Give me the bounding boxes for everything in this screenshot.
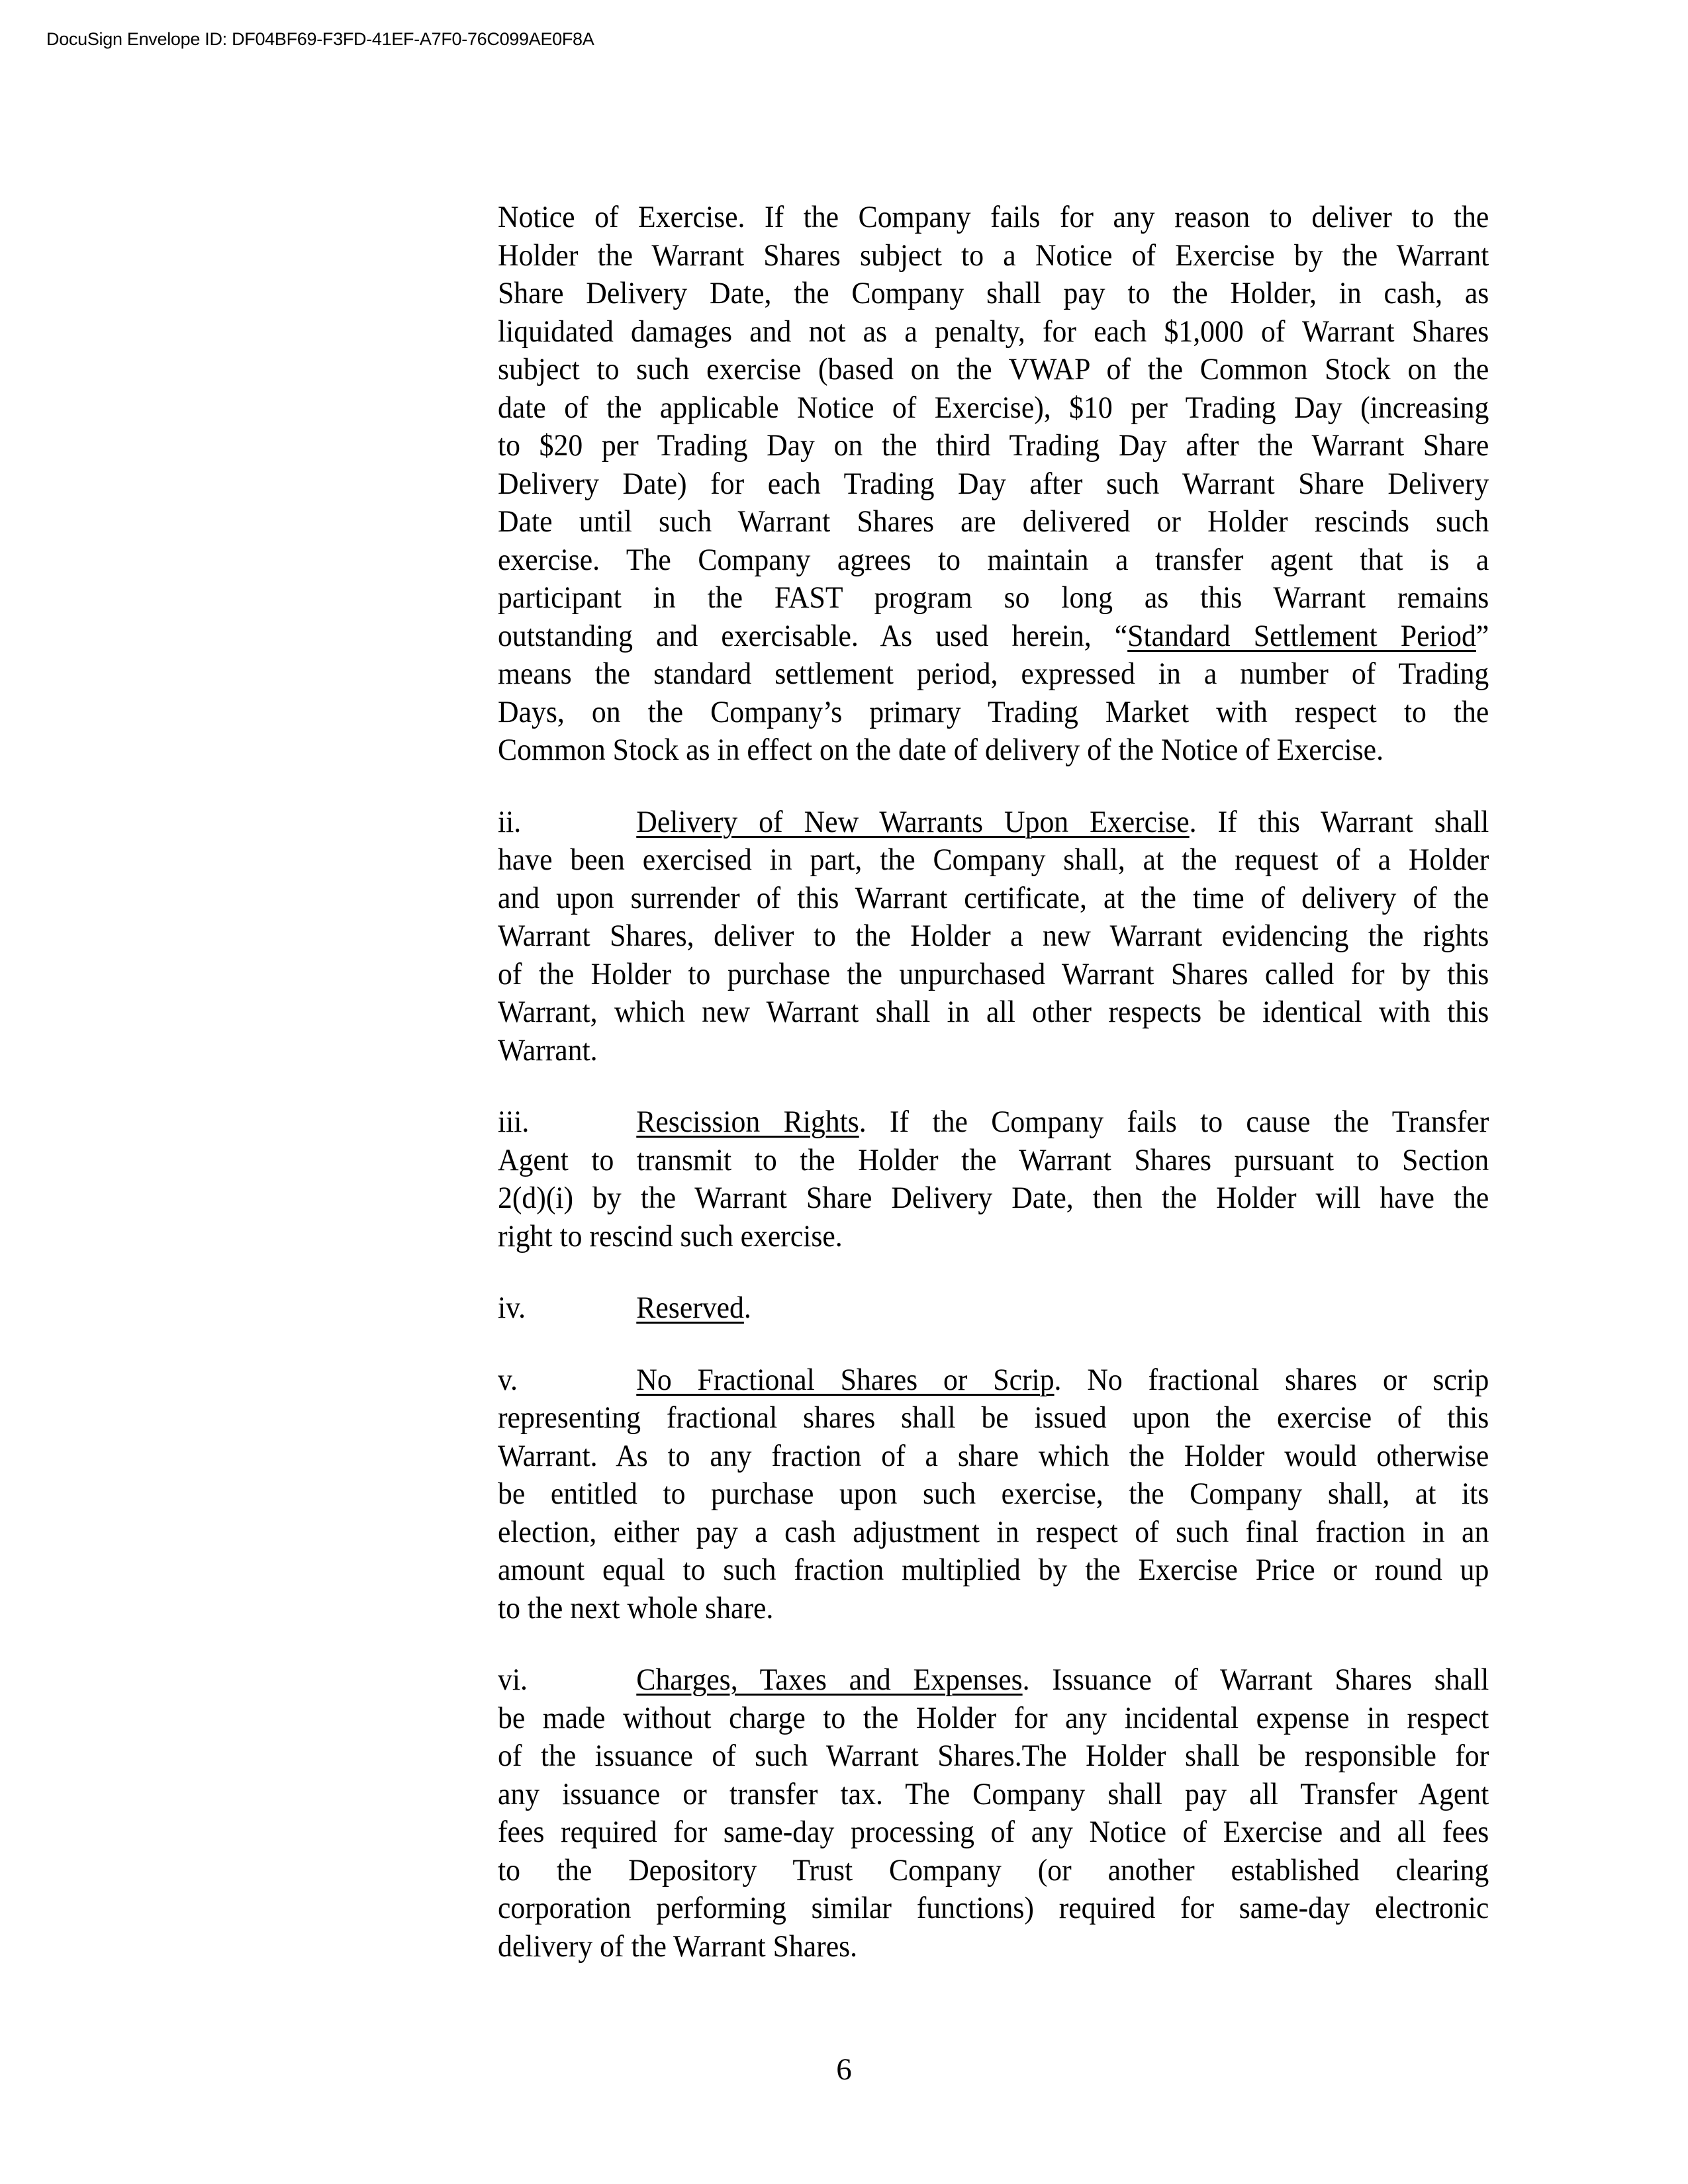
text-line: election, either pay a cash adjustment in respect of such final fraction in an <box>498 1514 1489 1549</box>
section-heading: Reserved <box>636 1291 744 1325</box>
text-line: Delivery Date) for each Trading Day after such Warrant Share Delivery <box>498 466 1489 501</box>
text-line: be made without charge to the Holder for any incidental expense in respect <box>498 1700 1489 1735</box>
text-line: participant in the FAST program so long as this Warrant remains <box>498 580 1489 615</box>
section-ii <box>498 803 1489 1070</box>
text-line: right to rescind such exercise. <box>498 1218 843 1253</box>
section-heading: Rescission Rights <box>636 1105 859 1139</box>
text-line: Warrant. As to any fraction of a share which the Holder would otherwise <box>498 1438 1489 1473</box>
text-line: delivery of the Warrant Shares. <box>498 1929 858 1964</box>
text-line: and upon surrender of this Warrant certificate, at the time of delivery of the <box>498 880 1489 915</box>
text-line: to the Depository Trust Company (or another established clearing <box>498 1852 1489 1888</box>
text-line: Warrant Shares, deliver to the Holder a new Warrant evidencing the rights <box>498 919 1489 953</box>
text-line: Warrant, which new Warrant shall in all other respects be identical with this <box>498 995 1489 1029</box>
section-iii <box>498 1103 1489 1255</box>
text-before-term: outstanding and exercisable. As used herein, “ <box>498 618 1128 653</box>
heading-line-text: . Issuance of Warrant Shares shall <box>1022 1662 1489 1697</box>
text-line: any issuance or transfer tax. The Company shall pay all Transfer Agent <box>498 1776 1489 1811</box>
section-heading: Delivery of New Warrants Upon Exercise <box>636 804 1190 839</box>
text-line: amount equal to such fraction multiplied by the Exercise Price or round up <box>498 1553 1489 1587</box>
text-line: fees required for same-day processing of any Notice of Exercise and all fees <box>498 1815 1489 1849</box>
text-line: Notice of Exercise. If the Company fails for any reason to deliver to the <box>498 200 1489 234</box>
text-line: of the issuance of such Warrant Shares.The Holder shall be responsible for <box>498 1739 1489 1773</box>
document-body <box>498 199 1489 1999</box>
section-number: v. <box>498 1362 518 1397</box>
text-line: Common Stock as in effect on the date of delivery of the Notice of Exercise. <box>498 733 1384 767</box>
section-number: ii. <box>498 804 522 839</box>
section-vi <box>498 1661 1489 1966</box>
text-line-defined-term <box>498 617 1489 656</box>
text-line: liquidated damages and not as a penalty, for each $1,000 of Warrant Shares <box>498 314 1489 349</box>
text-line: to $20 per Trading Day on the third Trading Day after the Warrant Share <box>498 428 1489 463</box>
text-line: Days, on the Company’s primary Trading Market with respect to the <box>498 694 1489 729</box>
text-line: representing fractional shares shall be issued upon the exercise of this <box>498 1400 1489 1435</box>
section-heading: Charges, Taxes and Expenses <box>636 1662 1023 1697</box>
section-number: vi. <box>498 1662 528 1697</box>
text-line: Warrant. <box>498 1032 598 1068</box>
text-line: subject to such exercise (based on the VWAP of the Common Stock on the <box>498 352 1489 387</box>
text-line: to the next whole share. <box>498 1590 774 1625</box>
text-line: date of the applicable Notice of Exercise), $10 per Trading Day (increasing <box>498 390 1489 425</box>
heading-line-text: . If this Warrant shall <box>1189 804 1489 839</box>
text-line: Share Delivery Date, the Company shall pay to the Holder, in cash, as <box>498 276 1489 310</box>
docusign-envelope-id: DocuSign Envelope ID: DF04BF69-F3FD-41EF-A7F0-76C099AE0F8A <box>46 29 594 49</box>
section-heading-line <box>498 1103 1489 1142</box>
text-line: have been exercised in part, the Company shall, at the request of a Holder <box>498 842 1489 877</box>
text-line: means the standard settlement period, expressed in a number of Trading <box>498 657 1489 691</box>
text-line: be entitled to purchase upon such exercise, the Company shall, at its <box>498 1477 1489 1511</box>
text-after-term: ” <box>1476 618 1489 653</box>
text-line: 2(d)(i) by the Warrant Share Delivery Date, then the Holder will have the <box>498 1181 1489 1215</box>
section-iv <box>498 1289 1489 1328</box>
section-number: iii. <box>498 1105 530 1139</box>
text-line: corporation performing similar functions) required for same-day electronic <box>498 1891 1489 1925</box>
section-heading-line <box>498 1661 1489 1700</box>
section-heading-line <box>498 1361 1489 1400</box>
heading-line-text: . No fractional shares or scrip <box>1054 1362 1489 1397</box>
text-line: Date until such Warrant Shares are delivered or Holder rescinds such <box>498 504 1489 539</box>
heading-line-text: . If the Company fails to cause the Transfer <box>859 1105 1489 1139</box>
text-line: exercise. The Company agrees to maintain a transfer agent that is a <box>498 542 1489 577</box>
defined-term-standard-settlement-period: Standard Settlement Period <box>1127 618 1476 653</box>
section-number: iv. <box>498 1291 526 1325</box>
section-heading-line <box>498 803 1489 842</box>
page-number: 6 <box>836 2052 852 2087</box>
text-line: Holder the Warrant Shares subject to a Notice of Exercise by the Warrant <box>498 238 1489 273</box>
paragraph-continuation <box>498 199 1489 770</box>
section-v <box>498 1361 1489 1628</box>
text-line: Agent to transmit to the Holder the Warrant Shares pursuant to Section <box>498 1142 1489 1177</box>
section-heading-line <box>498 1289 1489 1328</box>
heading-line-text: . <box>743 1291 751 1325</box>
text-line: of the Holder to purchase the unpurchased Warrant Shares called for by this <box>498 956 1489 991</box>
section-heading: No Fractional Shares or Scrip <box>636 1362 1055 1397</box>
